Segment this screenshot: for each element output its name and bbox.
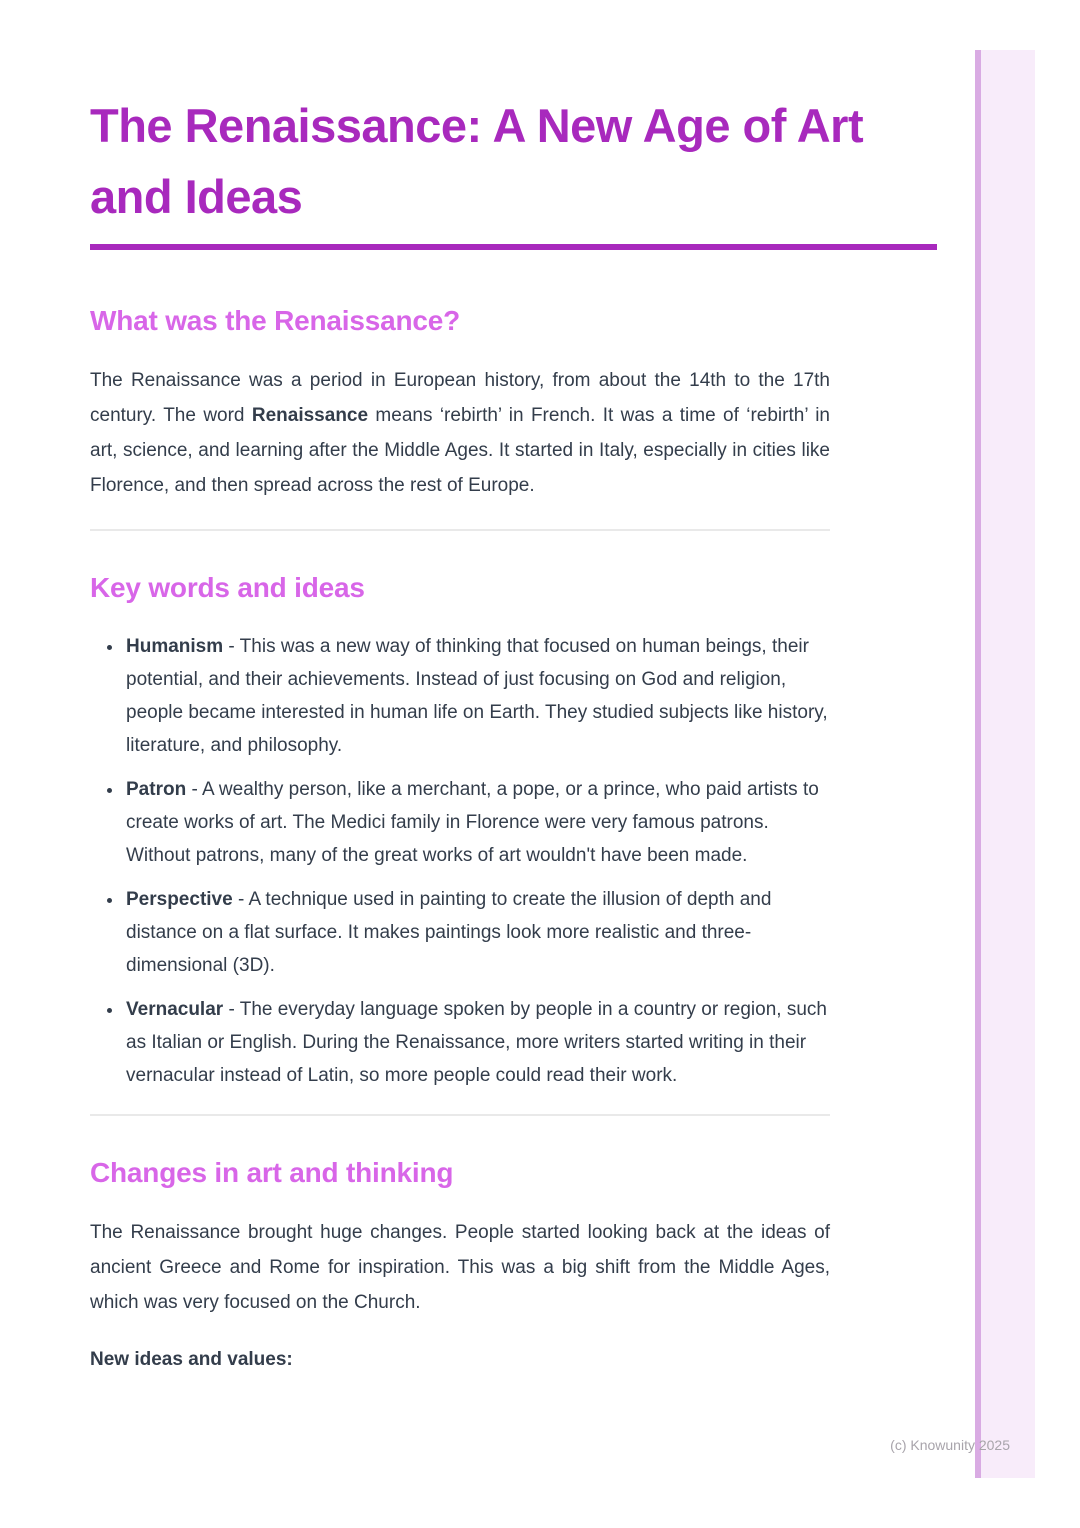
section-divider-1	[90, 529, 830, 531]
intro-bold-term: Renaissance	[251, 405, 369, 426]
section-divider-2	[90, 1114, 830, 1116]
intro-text-end: means ‘rebirth’ in French. It was a time of ‘rebirth’ in art, science, and learning after the Middle Ages. It started in Italy, especially in cities like Florence, and then spread across the rest of Europe.	[90, 405, 831, 496]
copyright-watermark: (c) Knowunity 2025	[890, 1437, 1010, 1453]
document-content	[90, 0, 937, 1377]
list-item-patron	[124, 773, 830, 872]
list-item-perspective	[124, 883, 830, 982]
keyword-term: Perspective	[126, 889, 233, 910]
page-title: The Renaissance: A New Age of Art and Ideas	[90, 99, 864, 223]
new-ideas-subheading: New ideas and values:	[90, 1349, 293, 1370]
keyword-definition: - This was a new way of thinking that focused on human beings, their potential, and their achievements. Instead of just focusing on God and religion, people became interested in human life on Earth. They studied subjects like history, literature, and philosophy.	[126, 636, 828, 756]
title-underline-rule	[90, 244, 937, 250]
intro-text-start: The Renaissance was a period in European history, from about the 14th to the 17th century. The word	[90, 370, 830, 426]
keyword-definition: - A wealthy person, like a merchant, a pope, or a prince, who paid artists to create works of art. The Medici family in Florence were very famous patrons. Without patrons, many of the great works of art wouldn't have been made.	[126, 779, 819, 866]
keyword-term: Patron	[126, 779, 187, 800]
section-heading-changes: Changes in art and thinking	[90, 1157, 454, 1188]
right-accent-stripe	[975, 50, 1035, 1478]
list-item-vernacular	[124, 993, 830, 1092]
section-heading-what-was-the-renaissance: What was the Renaissance?	[90, 305, 461, 336]
keyword-definition: - The everyday language spoken by people in a country or region, such as Italian or English. During the Renaissance, more writers started writing in their vernacular instead of Latin, so more people could read their work.	[126, 999, 827, 1086]
keyword-term: Humanism	[126, 636, 224, 657]
list-item-humanism	[124, 630, 830, 762]
keyword-list	[90, 630, 830, 1092]
intro-paragraph	[90, 363, 830, 503]
section-heading-key-words: Key words and ideas	[90, 572, 365, 603]
changes-paragraph: The Renaissance brought huge changes. People started looking back at the ideas of ancient Greece and Rome for inspiration. This was a big shift from the Middle Ages, which was very focused on the Church.	[90, 1222, 830, 1313]
keyword-definition: - A technique used in painting to create the illusion of depth and distance on a flat surface. It makes paintings look more realistic and three-dimensional (3D).	[126, 889, 772, 976]
keyword-term: Vernacular	[126, 999, 224, 1020]
